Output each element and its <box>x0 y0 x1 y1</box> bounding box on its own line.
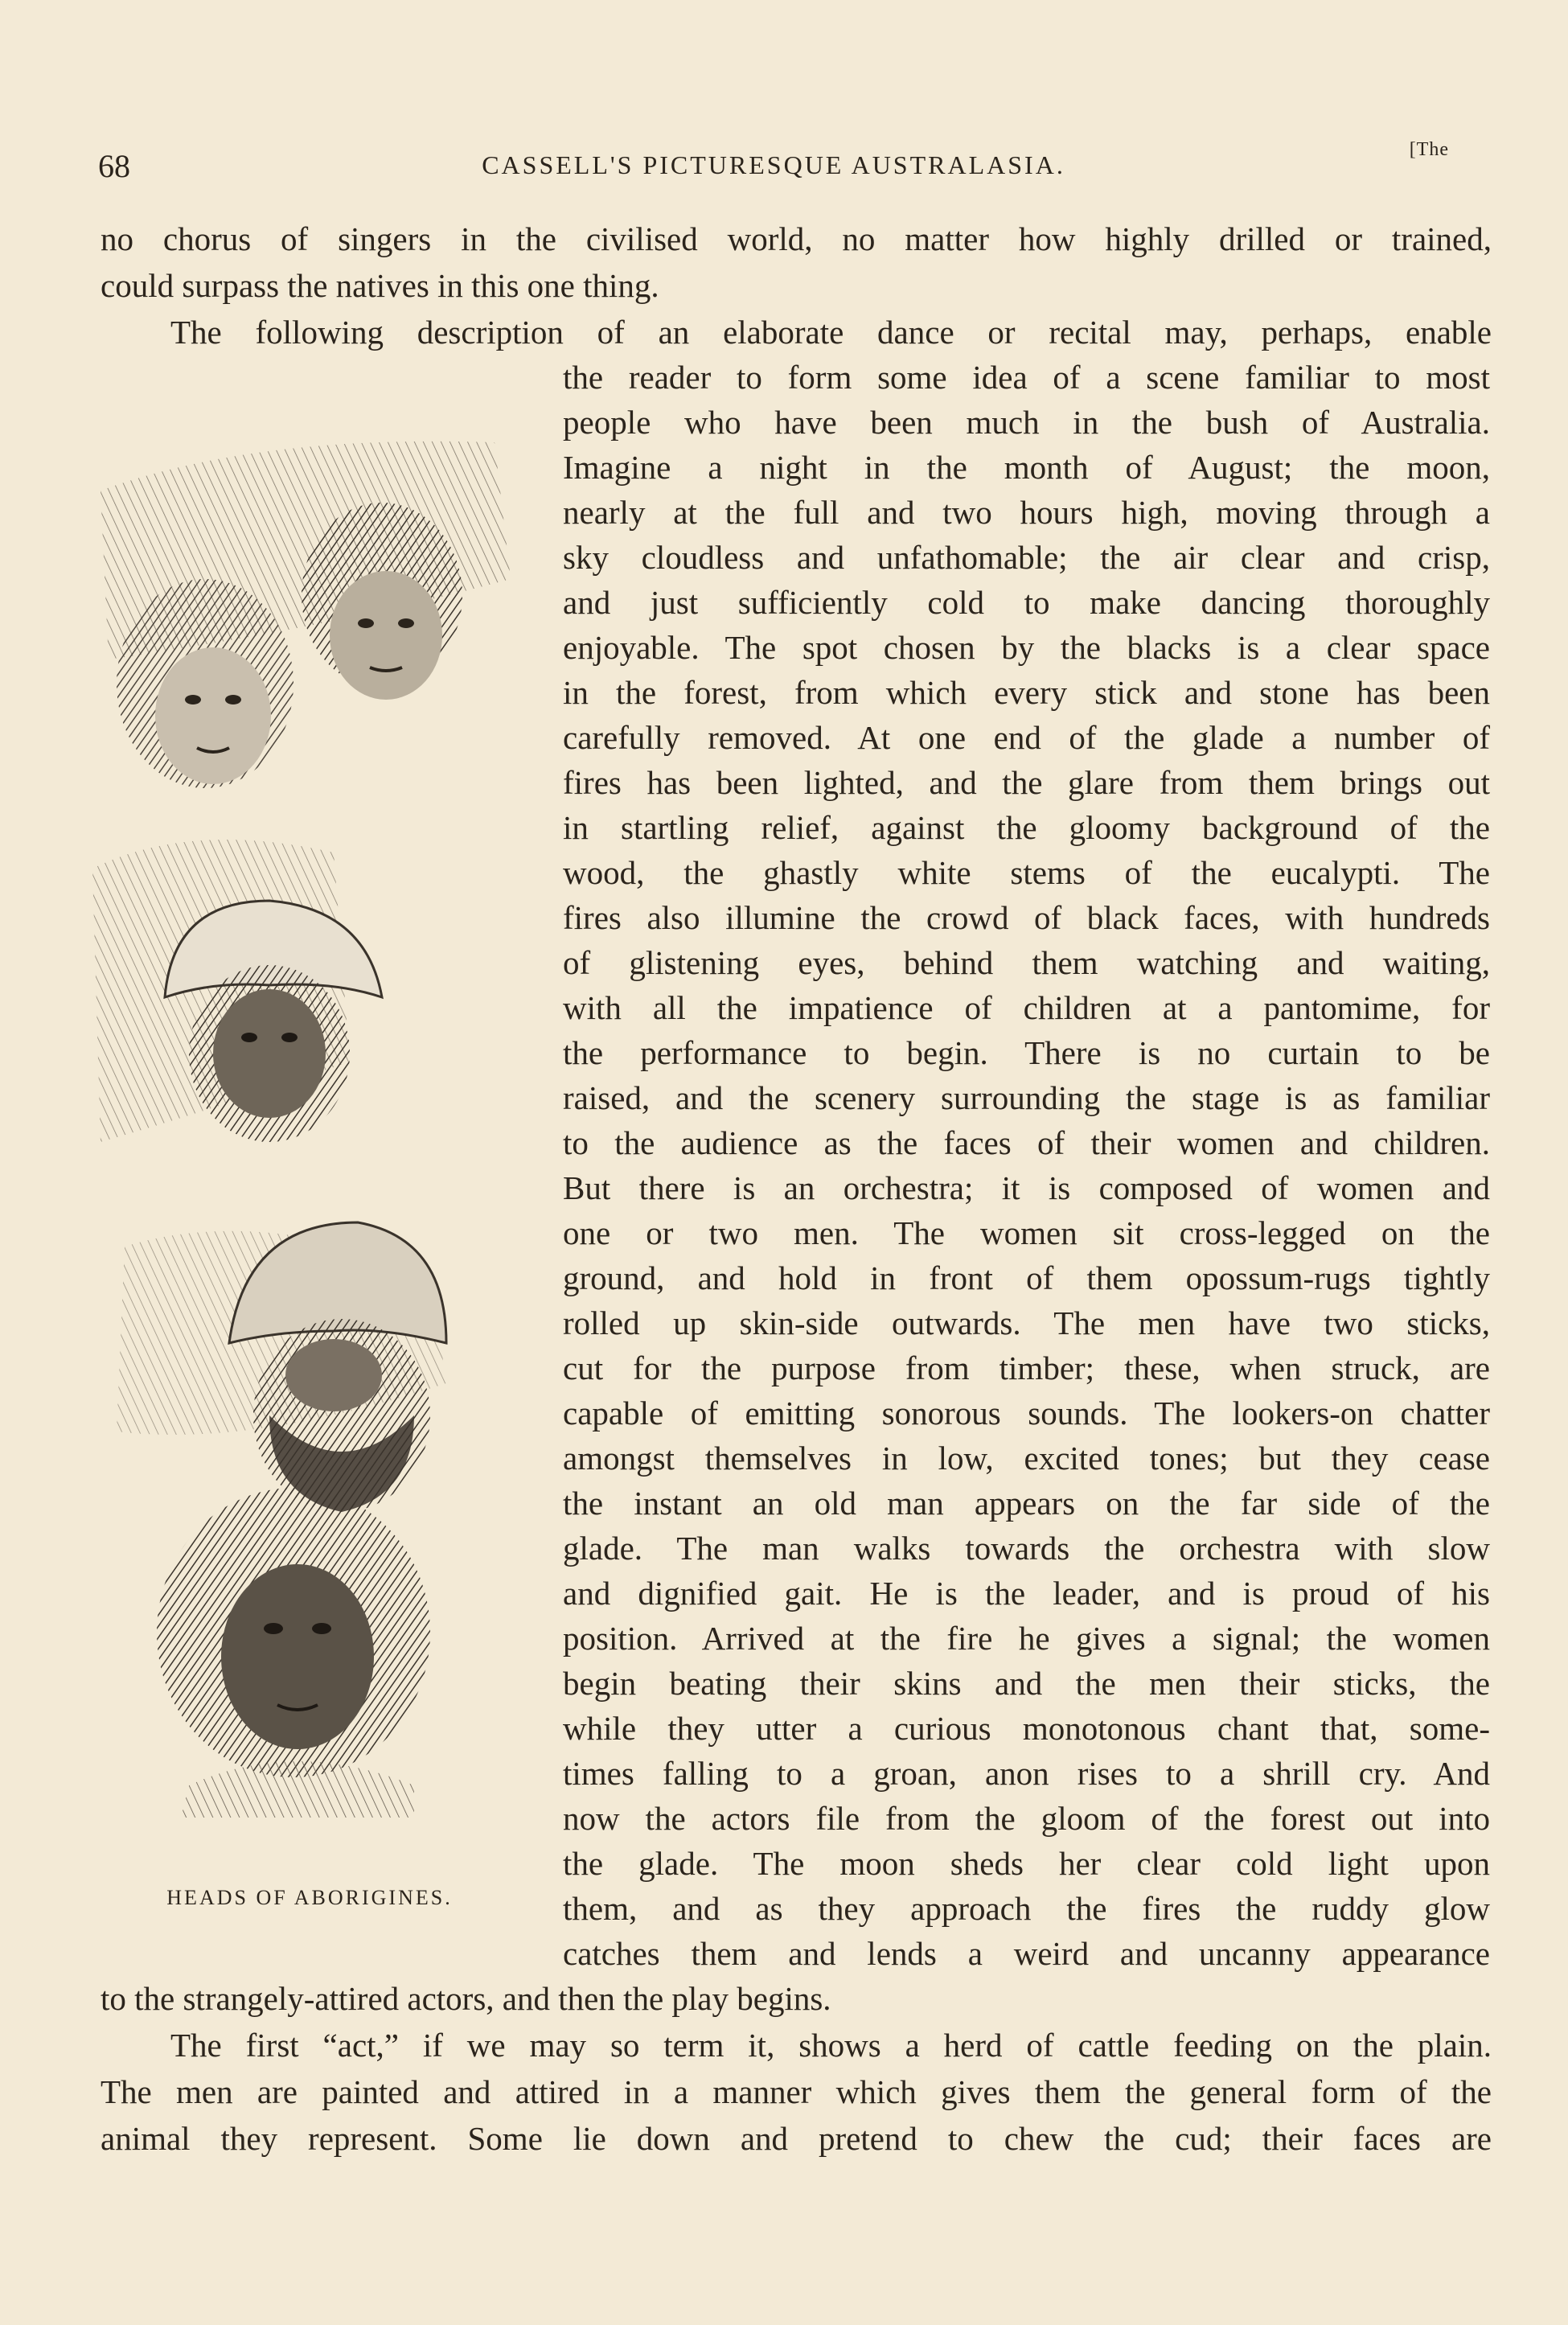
child-face-3 <box>157 1488 430 1818</box>
text-line: sky cloudless and unfathomable; the air clear and crisp, <box>563 539 1490 576</box>
text-line: the performance to begin. There is no curtain to be <box>563 1034 1490 1071</box>
text-line: them, and as they approach the fires the ruddy glow <box>563 1890 1490 1927</box>
text-line: The following description of an elaborate dance or recital may, perhaps, enable <box>170 314 1492 351</box>
text-line: fires also illumine the crowd of black faces, with hundreds <box>563 899 1490 936</box>
text-line: The first “act,” if we may so term it, shows a herd of cattle feeding on the plain. <box>170 2027 1492 2064</box>
figure-caption: HEADS OF ABORIGINES. <box>166 1886 453 1909</box>
text-line: and dignified gait. He is the leader, and is proud of his <box>563 1575 1490 1612</box>
text-line: carefully removed. At one end of the glade a number of <box>563 719 1490 756</box>
text-line: the instant an old man appears on the far side of the <box>563 1485 1490 1522</box>
text-line: to the strangely-attired actors, and then the play begins. <box>101 1980 831 2017</box>
text-line: enjoyable. The spot chosen by the blacks is a clear space <box>563 629 1490 666</box>
text-line: ground, and hold in front of them opossum-rugs tightly <box>563 1259 1490 1296</box>
text-line: cut for the purpose from timber; these, when struck, are <box>563 1349 1490 1386</box>
text-line: amongst themselves in low, excited tones; but they cease <box>563 1440 1490 1477</box>
text-line: the glade. The moon sheds her clear cold light upon <box>563 1845 1490 1882</box>
text-line: in the forest, from which every stick and stone has been <box>563 674 1490 711</box>
text-line: wood, the ghastly white stems of the eucalypti. The <box>563 854 1490 891</box>
text-line: Imagine a night in the month of August; the moon, <box>563 449 1490 486</box>
child-face-2 <box>302 503 462 700</box>
text-line: animal they represent. Some lie down and pretend to chew the cud; their faces are <box>101 2120 1492 2157</box>
text-line: raised, and the scenery surrounding the stage is as familiar <box>563 1079 1490 1116</box>
page-header <box>98 139 1449 195</box>
text-line: to the audience as the faces of their women and children. <box>563 1124 1490 1161</box>
text-line: rolled up skin-side outwards. The men have two sticks, <box>563 1304 1490 1341</box>
text-line: of glistening eyes, behind them watching and waiting, <box>563 944 1490 981</box>
text-line: position. Arrived at the fire he gives a signal; the women <box>563 1620 1490 1657</box>
text-line: no chorus of singers in the civilised world, no matter how highly drilled or trained, <box>101 220 1492 257</box>
text-line: catches them and lends a weird and uncanny appearance <box>563 1935 1490 1972</box>
text-line: glade. The man walks towards the orchestra with slow <box>563 1530 1490 1567</box>
text-line: begin beating their skins and the men their sticks, the <box>563 1665 1490 1702</box>
text-line: and just sufficiently cold to make dancing thoroughly <box>563 584 1490 621</box>
running-title: CASSELL'S PICTURESQUE AUSTRALASIA. <box>482 150 1065 179</box>
engraving-heads-of-aborigines <box>92 418 527 1866</box>
text-line: But there is an orchestra; it is composed of women and <box>563 1169 1490 1206</box>
running-tag: [The <box>1409 139 1449 160</box>
text-line: capable of emitting sonorous sounds. The lookers-on chatter <box>563 1395 1490 1432</box>
text-line: one or two men. The women sit cross-legged on the <box>563 1214 1490 1251</box>
text-line: the reader to form some idea of a scene familiar to most <box>563 359 1490 396</box>
text-line: times falling to a groan, anon rises to a shrill cry. And <box>563 1755 1490 1792</box>
text-line: The men are painted and attired in a manner which gives them the general form of the <box>101 2073 1492 2110</box>
text-line: now the actors file from the gloom of the forest out into <box>563 1800 1490 1837</box>
text-line: could surpass the natives in this one thing. <box>101 267 659 304</box>
text-line: people who have been much in the bush of Australia. <box>563 404 1490 441</box>
page-number: 68 <box>98 148 130 184</box>
text-line: in startling relief, against the gloomy background of the <box>563 809 1490 846</box>
text-line: fires has been lighted, and the glare from them brings out <box>563 764 1490 801</box>
text-line: nearly at the full and two hours high, moving through a <box>563 494 1490 531</box>
child-face-1 <box>117 579 293 788</box>
text-line: while they utter a curious monotonous chant that, some- <box>563 1710 1490 1747</box>
engraving-illustration <box>92 418 527 1866</box>
text-line: with all the impatience of children at a pantomime, for <box>563 989 1490 1026</box>
